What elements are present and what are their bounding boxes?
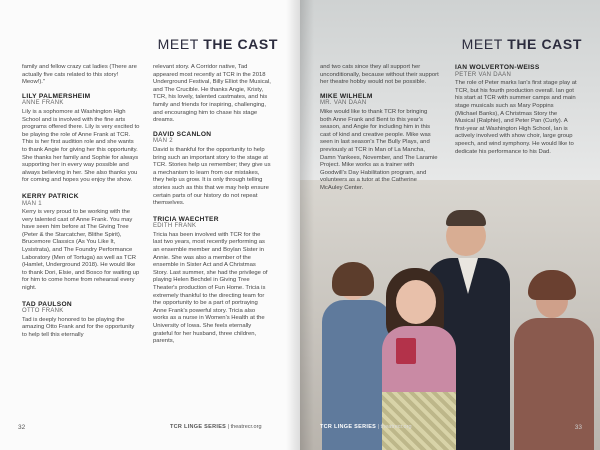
cast-bio: The role of Peter marks Ian's first stage play at TCR, but his fourth production overall. Ian got his start at TCR with summer camps and main stage musicals such as Mary Poppins (Michael Banks), A Christmas Story the Musical (Ralphie), and Peter Pan (Curly). A first-year at Washington High School, Ian is actively involved with show choir, large group speech, and wind symphony. He would like to dedicate his performance to his Dad.	[455, 80, 577, 155]
cast-name: IAN WOLVERTON-WEISS	[455, 64, 540, 71]
cast-entry	[22, 93, 140, 185]
left-column-2	[153, 64, 271, 354]
cast-role: MAN 1	[22, 200, 42, 207]
cast-role: EDITH FRANK	[153, 223, 197, 230]
footer-site: | theatrecr.org	[376, 424, 412, 430]
cast-name: LILY PALMERSHEIM	[22, 92, 91, 100]
cast-entry	[320, 93, 440, 193]
cast-name: MIKE WILHELM	[320, 92, 373, 100]
cast-name: TRICIA WAECHTER	[153, 215, 219, 223]
header-the-cast: THE CAST	[203, 36, 278, 52]
gutter-shadow	[300, 0, 314, 450]
cast-bio: Tricia has been involved with TCR for the last two years, most recently performing as an ensemble member and Boylan Sister in Annie. She was also a member of the ensemble in Sister Act and A Christmas Story. Last summer, she had the privilege of playing Helen Bechdel in Giving Tree Theater's production of Fun Home. Tricia is extremely thankful to the directing team for the opportunity to be a part of portraying Anne Frank's powerful story. Tricia also works as a nurse in Women's Health at the University of Iowa. She feels eternally grateful for her husband, three children, parents,	[153, 231, 268, 345]
header-meet: MEET	[461, 36, 503, 52]
page-header-left	[158, 36, 278, 52]
cast-name: DAVID SCANLON	[153, 130, 212, 138]
cast-name: KERRY PATRICK	[22, 192, 79, 200]
right-page	[300, 0, 600, 450]
cast-role: MR. VAN DAAN	[320, 100, 367, 107]
cast-entry	[153, 216, 271, 346]
actor-figure	[514, 318, 594, 450]
right-column-2	[455, 64, 577, 164]
header-meet: MEET	[157, 36, 199, 52]
footer-left	[170, 424, 262, 430]
cast-role: ANNE FRANK	[22, 100, 64, 107]
right-column-1	[320, 64, 440, 201]
footer-series: TCR LINGE SERIES	[170, 424, 227, 430]
page-number-left: 32	[18, 424, 26, 431]
footer-site: | theatrecr.org	[226, 424, 262, 430]
continued-bio: family and fellow crazy cat ladies (There are actually five cats related to this story! Meow!)."	[22, 64, 137, 86]
continued-bio: relevant story. A Corridor native, Tad appeared most recently at TCR in the 2018 Underground Festival, Billy Elliot the Musical, and The Crucible. He thanks Angie, Kristy, TCR, his lovely, talented castmates, and his family and friends for inspiring, challenging, and encouraging him to chase his stage dreams.	[153, 64, 271, 124]
cast-entry	[153, 131, 271, 208]
cast-role: MAN 2	[153, 138, 173, 145]
cast-entry	[22, 301, 140, 340]
cast-bio: Kerry is very proud to be working with the very talented cast of Anne Frank. You may have seen him before at The Giving Tree (Peter & the Starcatcher, Blithe Spirit), Brucemore Classics (As You Like It, Lysistrata), and The Foundry Performance Laboratory (Men of Tortuga) as well as TCR (Hamlet, Underground 2018). He would like to thank Dori, Elsie, and Bosco for waiting up for him to come home from rehearsal every night.	[22, 209, 140, 292]
footer-series: TCR LINGE SERIES	[320, 424, 377, 430]
cast-bio: David is thankful for the opportunity to help bring such an important story to the stage at TCR. Stories help us remember; they give us a mechanism to learn from our mistakes, they help us grow. It is only through telling stories such as this that we may help ensure certain parts of our history do not repeat themselves.	[153, 146, 271, 207]
header-the-cast: THE CAST	[507, 36, 582, 52]
cast-role: PETER VAN DAAN	[455, 71, 512, 78]
cast-bio: Tad is deeply honored to be playing the amazing Otto Frank and for the opportunity to help tell this eternally	[22, 316, 135, 338]
cast-bio: Mike would like to thank TCR for bringing both Anne Frank and Bent to this year's season, and Angie for including him in this cast of kind and creative people. Mike was seen in last season's The Bully Plays, and previously at TCR in Man of La Mancha, Damn Yankees, November, and The Laramie Project. Mike works as a trainer with Goodwill's Day Habilitation program, and volunteers as a tutor at the Catherine McAuley Center.	[320, 108, 438, 191]
cast-entry	[22, 193, 140, 293]
left-column-1	[22, 64, 140, 348]
cast-bio: Lily is a sophomore at Washington High School and is involved with the fine arts programs offered there. Lily is very excited to be playing the role of Anne Frank at TCR. This is her first audition role and she wants to thank Angie for giving her this opportunity. She thanks her family and Sophie for always supporting her in every way possible and always believing in her. She also thanks you for coming and hopes you enjoy the show.	[22, 108, 140, 184]
page-header-right	[462, 36, 582, 52]
page-number-right: 33	[574, 424, 582, 431]
cast-name: TAD PAULSON	[22, 300, 72, 308]
continued-bio: and two cats since they all support her unconditionally, because without their support her theatre hobby would not be possible.	[320, 64, 439, 86]
footer-right	[320, 424, 412, 430]
cast-role: OTTO FRANK	[22, 308, 64, 315]
gutter-shadow	[286, 0, 300, 450]
cast-entry	[455, 64, 577, 156]
